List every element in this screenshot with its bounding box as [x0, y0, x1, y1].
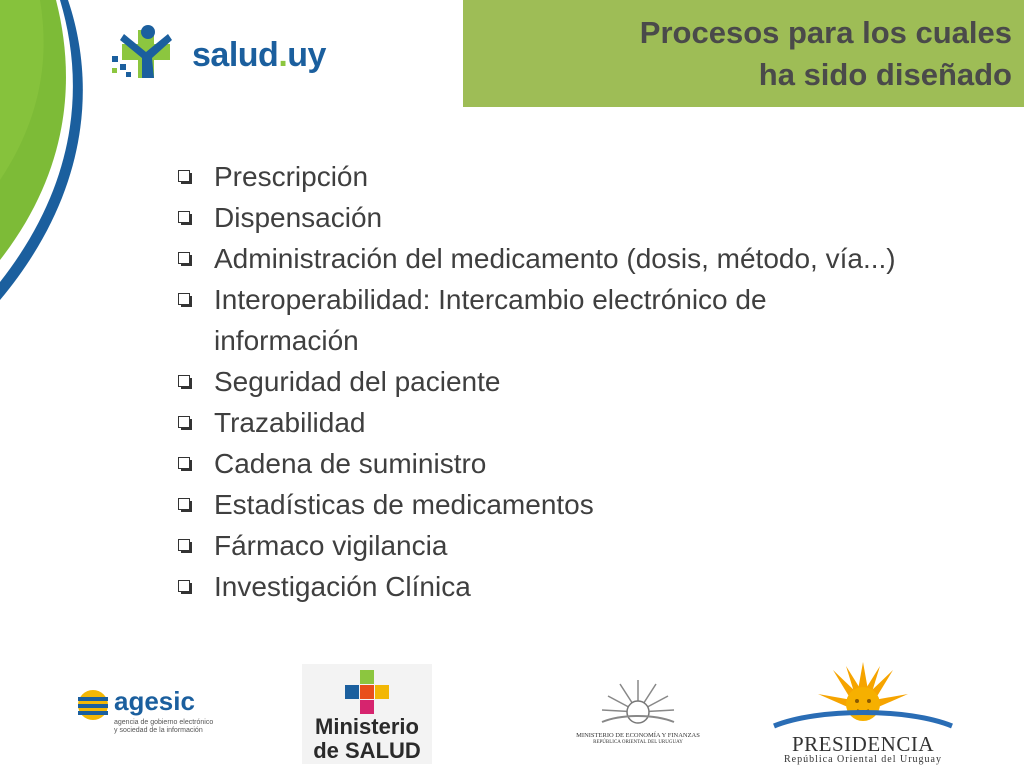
- checkbox-icon: [178, 580, 190, 592]
- checkbox-icon: [178, 293, 190, 305]
- mef-name: MINISTERIO DE ECONOMÍA Y FINANZAS: [576, 732, 700, 739]
- list-item: Dispensación: [176, 197, 996, 238]
- presidencia-country: República Oriental del Uruguay: [783, 754, 942, 765]
- process-list: [176, 156, 996, 607]
- agesic-mark-icon: [76, 688, 110, 722]
- agesic-name: agesic: [114, 686, 195, 716]
- title-line: ha sido diseñado: [758, 57, 1012, 92]
- checkbox-icon: [178, 252, 190, 264]
- decorative-swoosh: [0, 0, 120, 310]
- list-item: Prescripción: [176, 156, 996, 197]
- mef-logo: [570, 676, 706, 756]
- list-item: Investigación Clínica: [176, 566, 996, 607]
- list-item: Administración del medicamento (dosis, método, vía...): [176, 238, 996, 279]
- list-item: Fármaco vigilancia: [176, 525, 996, 566]
- salud-line: de SALUD: [313, 738, 421, 763]
- person-cross-icon: [110, 22, 190, 82]
- ministerio-line: Ministerio: [315, 714, 419, 739]
- presidencia-name: PRESIDENCIA: [791, 732, 934, 756]
- title-line: Procesos para los cuales: [639, 15, 1012, 50]
- list-item: Seguridad del paciente: [176, 361, 996, 402]
- agesic-logo: [76, 686, 236, 746]
- checkbox-icon: [178, 457, 190, 469]
- salud-uy-logo: [110, 22, 330, 82]
- cross-icon: [345, 670, 389, 714]
- checkbox-icon: [178, 539, 190, 551]
- checkbox-icon: [178, 498, 190, 510]
- checkbox-icon: [178, 211, 190, 223]
- list-item: Trazabilidad: [176, 402, 996, 443]
- checkbox-icon: [178, 375, 190, 387]
- list-item: Cadena de suministro: [176, 443, 996, 484]
- mef-country: REPÚBLICA ORIENTAL DEL URUGUAY: [593, 740, 683, 745]
- checkbox-icon: [178, 416, 190, 428]
- title-box: [463, 0, 1024, 107]
- slide-title: [640, 12, 1012, 96]
- checkbox-icon: [178, 170, 190, 182]
- presidencia-logo: [768, 660, 958, 764]
- list-item: Estadísticas de medicamentos: [176, 484, 996, 525]
- ministerio-salud-logo: [302, 664, 432, 764]
- agesic-subtitle: agencia de gobierno electrónico y sociedad de la información: [114, 719, 214, 734]
- sun-icon: [598, 676, 678, 730]
- sun-icon: [768, 660, 958, 732]
- brand-name: salud.uy: [192, 36, 326, 74]
- list-item: Interoperabilidad: Intercambio electrónico de información: [176, 279, 996, 361]
